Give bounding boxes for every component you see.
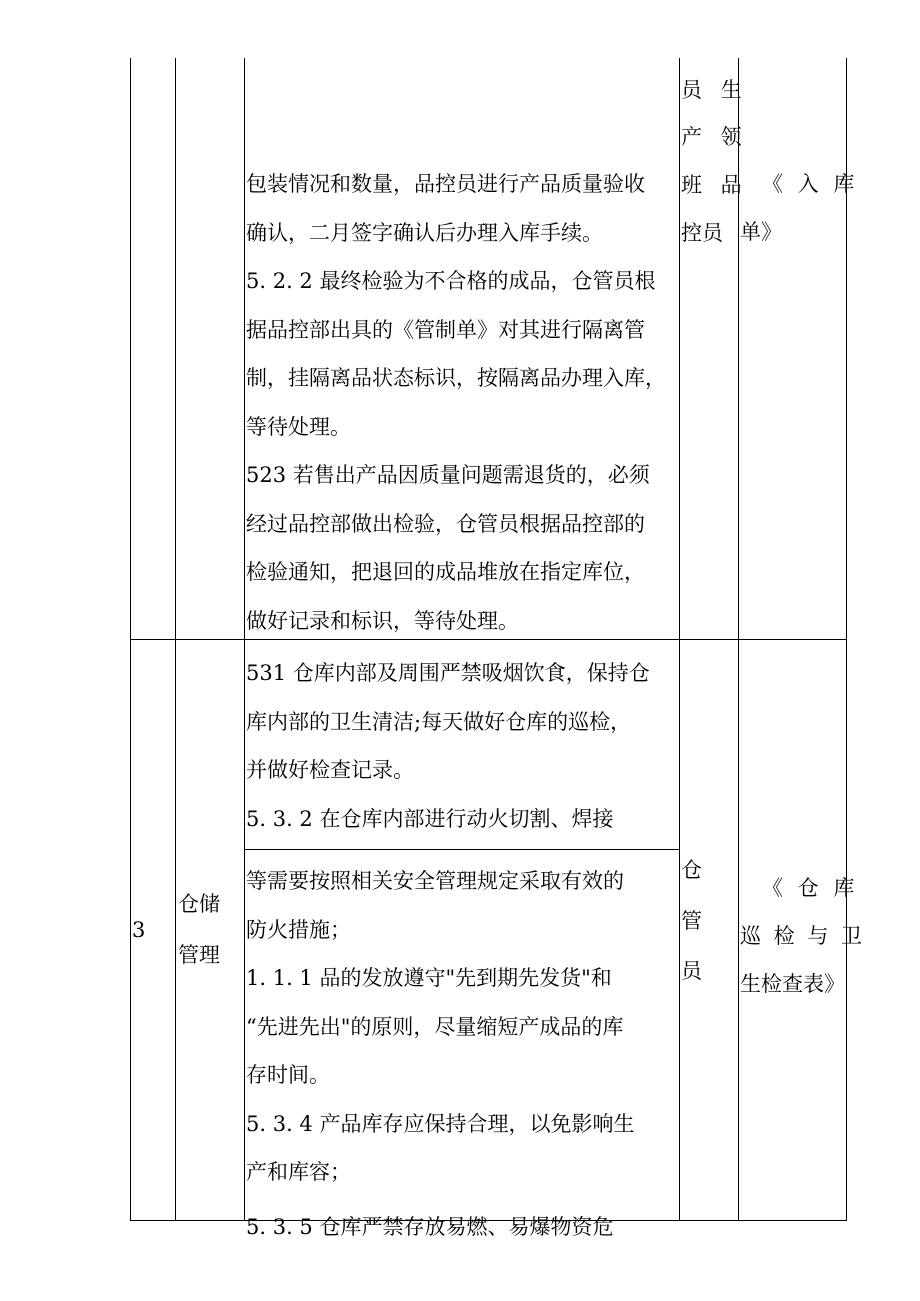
record-line: 巡 检 与 卫 [740,924,866,948]
record-line: 生检查表》 [740,972,845,996]
text-line: 5. 3. 4 产品库存应保持合理，以免影响生 [246,1111,635,1136]
text-line: 确认，二月签字确认后办理入库手续。 [246,220,603,245]
text-line: 做好记录和标识，等待处理。 [246,608,519,633]
text-line: 据品控部出具的《管制单》对其进行隔离管 [246,317,645,342]
row-3-main-text-a [246,649,650,843]
row-top-main-text [246,160,666,645]
responsible-line: 班 品 [681,173,748,197]
cut-off-text-line: 5. 3. 5 仓库严禁存放易燃、易爆物资危 [246,1215,614,1239]
text-line: “先进先出"的原则，尽量缩短产成品的库 [246,1014,624,1039]
text-line: 并做好检查记录。 [246,758,414,782]
text-line: 库内部的卫生清洁;每天做好仓库的巡检， [246,709,632,734]
responsible-line: 员 [681,959,702,983]
record-line: 《 仓 库 [762,876,859,900]
text-line: 1. 1. 1 品的发放遵守"先到期先发货"和 [246,966,612,990]
text-line: 存时间。 [246,1063,330,1087]
text-line: 523 若售出产品因质量问题需退货的，必须 [246,463,650,487]
responsible-line: 管 [681,909,702,933]
record-line: 《 入 库 [762,172,859,196]
responsible-line: 控员 [681,221,723,245]
inner-divider [244,849,680,850]
cut-off-text-clip [246,1210,676,1239]
text-line: 产和库容； [246,1160,351,1184]
text-line: 制，挂隔离品状态标识，按隔离品办理入库， [246,366,666,390]
item-line: 仓储 [178,892,220,916]
text-line: 等需要按照相关安全管理规定采取有效的 [246,869,624,893]
responsible-line: 仓 [681,858,702,882]
text-line: 检验通知，把退回的成品堆放在指定库位， [246,560,645,584]
responsible-line: 员 生 [681,78,748,102]
responsible-line: 产 领 [681,125,748,149]
row-3-main-text-b [246,857,634,1197]
text-line: 5. 3. 2 在仓库内部进行动火切割、焊接 [246,806,614,831]
text-line: 5. 2. 2 最终检验为不合格的成品，仓管员根 [246,269,656,293]
text-line: 防火措施； [246,917,351,942]
row-number: 3 [132,918,146,942]
text-line: 等待处理。 [246,414,351,439]
text-line: 531 仓库内部及周围严禁吸烟饮食，保持仓 [246,661,650,685]
record-line: 单》 [740,220,782,244]
item-line: 管理 [178,943,220,967]
text-line: 包装情况和数量，品控员进行产品质量验收 [246,172,645,196]
text-line: 经过品控部做出检验，仓管员根据品控部的 [246,511,645,536]
